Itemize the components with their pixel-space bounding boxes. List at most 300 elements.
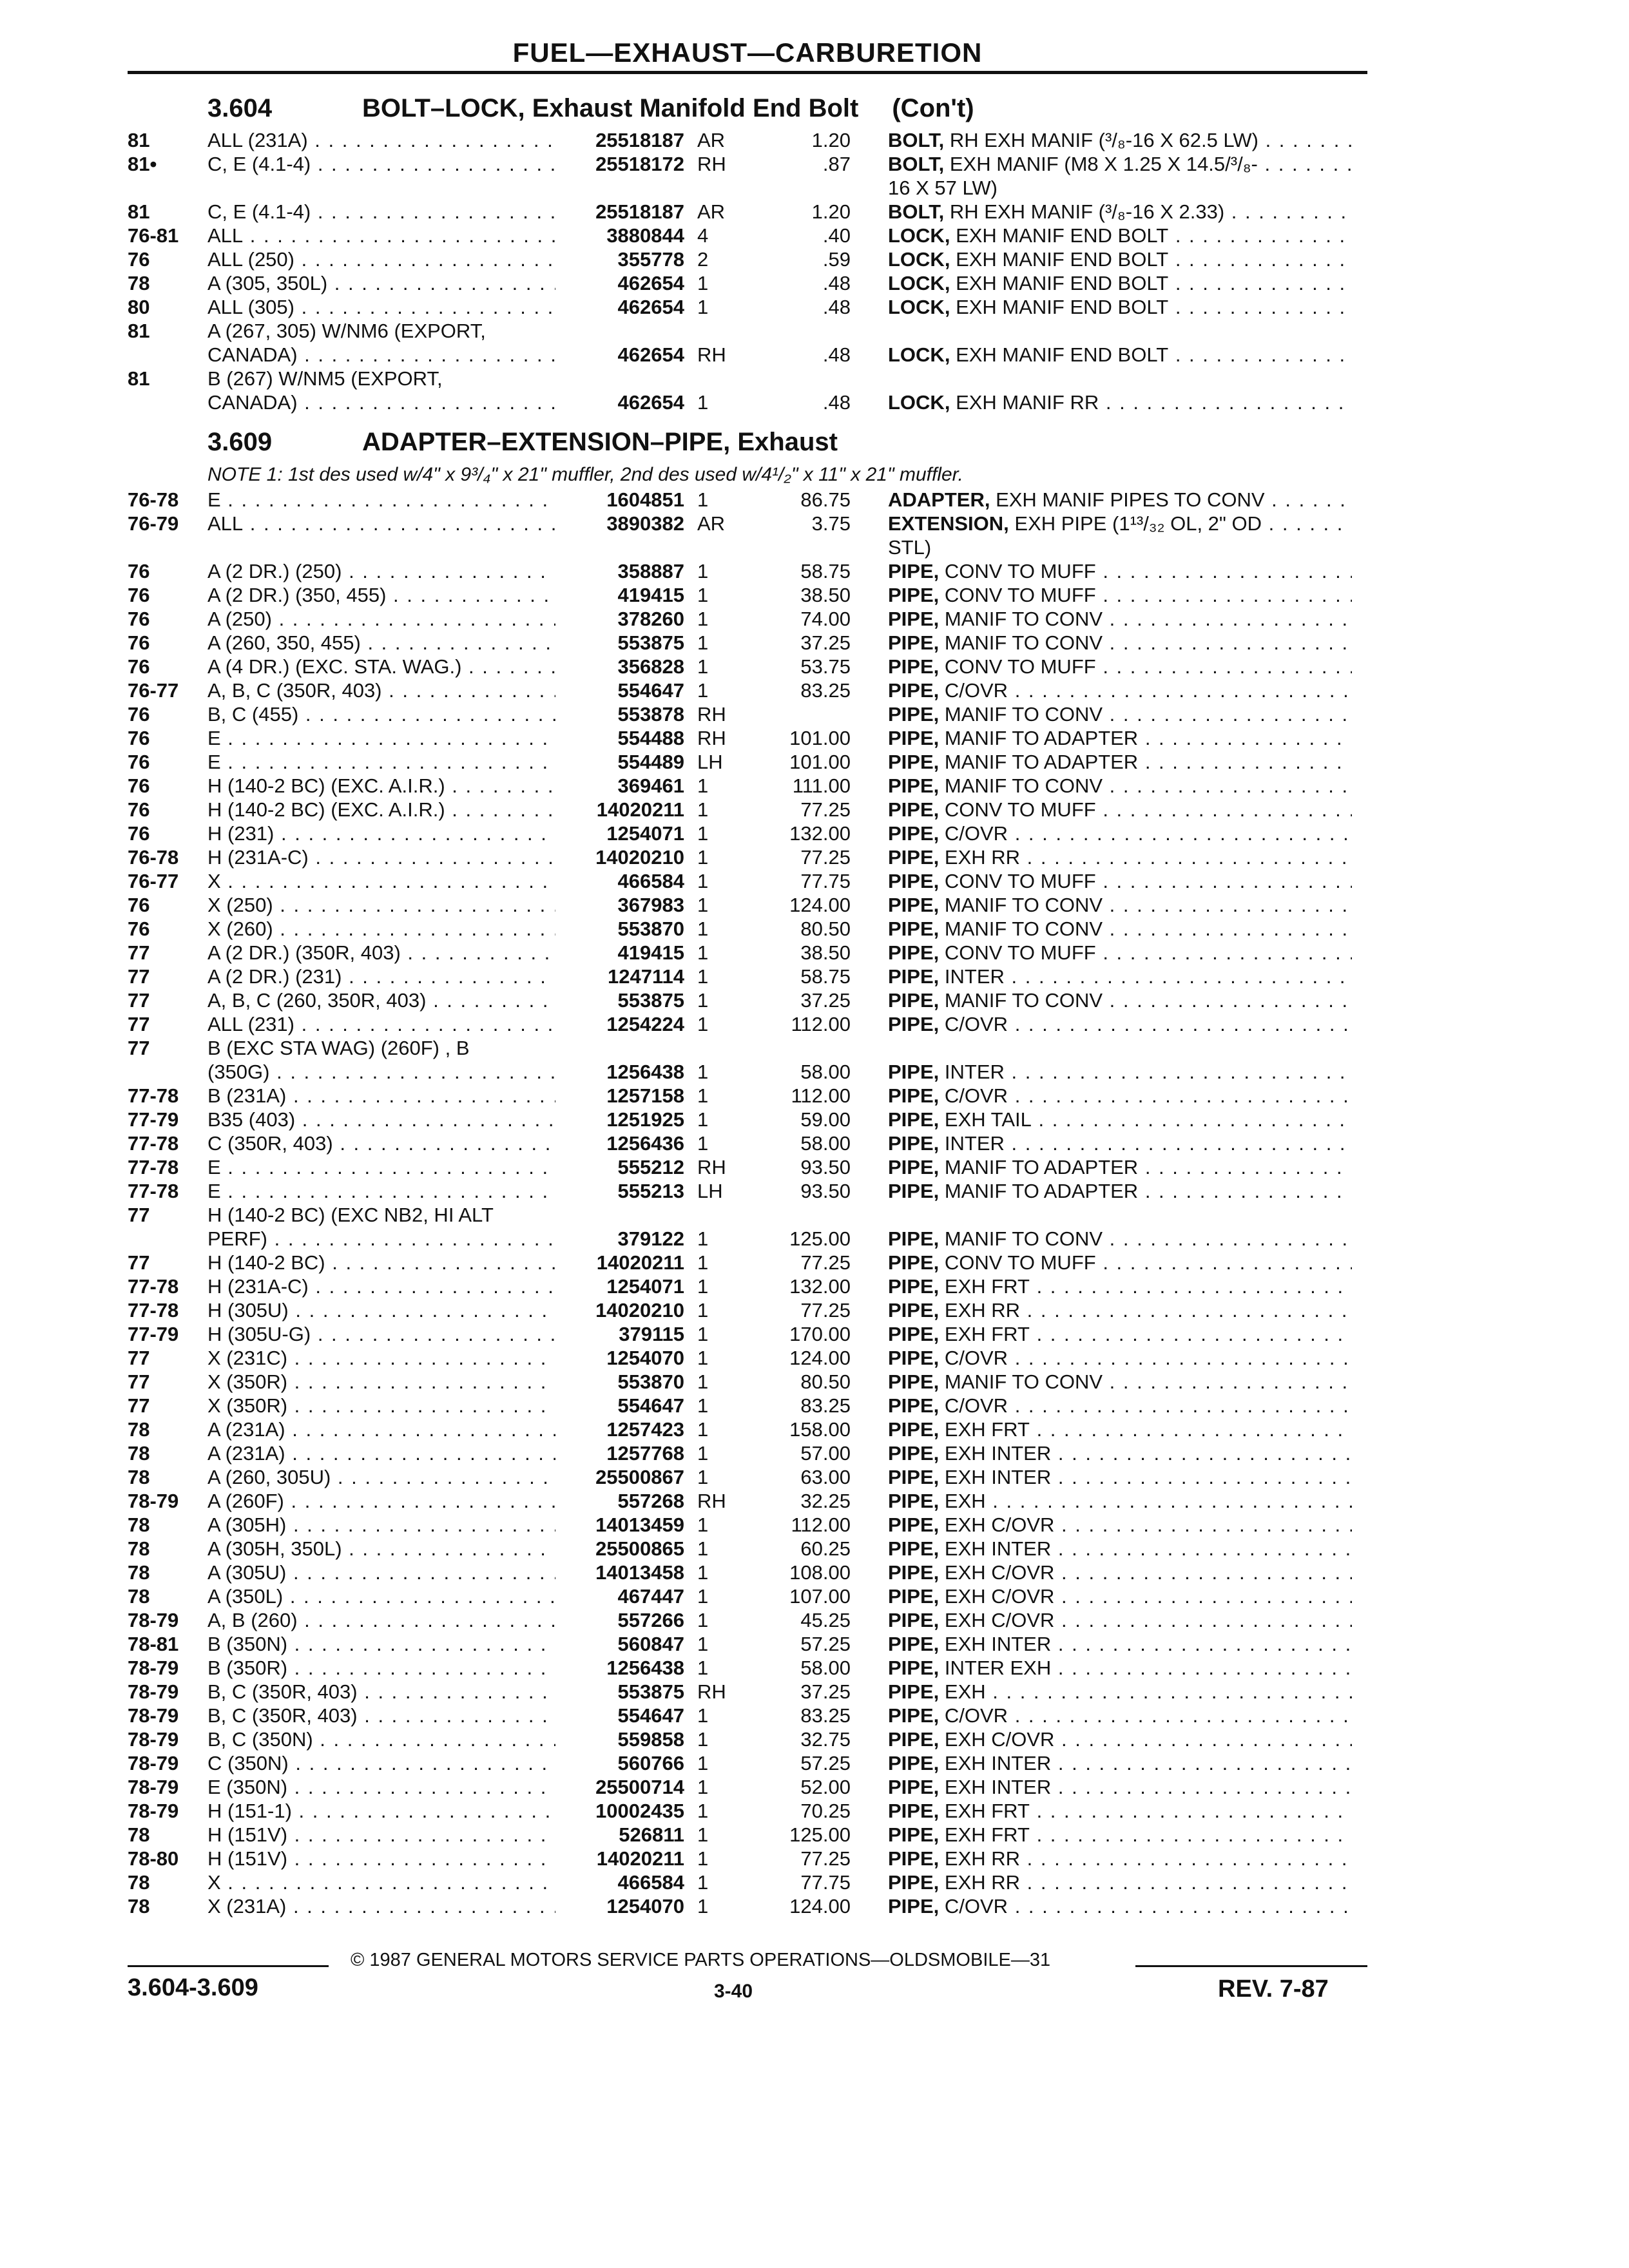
table-row [0,846,1629,869]
quantity: AR [697,512,726,535]
part-number: 25518187 [595,200,684,223]
application: A (350L) . . . [207,1585,555,1608]
application: ALL (305) . . . [207,296,555,319]
description-text: EXH FRT [944,1275,1030,1298]
model-year: 77-78 [128,1132,179,1155]
application: C, E (4.1-4) . . . [207,153,555,176]
price: 53.75 [800,655,851,678]
description [888,1823,1352,1847]
application: X (260) . . . [207,918,555,941]
quantity: 1 [697,1609,709,1631]
quantity: 1 [697,1633,709,1655]
part-number: 462654 [617,272,684,294]
description-text: EXH C/OVR [944,1561,1055,1584]
description-keyword: BOLT, [888,129,945,151]
part-number: 379122 [617,1227,684,1250]
part-number: 554647 [617,1704,684,1727]
description-text: EXH RR [944,1299,1021,1321]
description-keyword: PIPE, [888,1633,940,1655]
description [888,512,1352,535]
description-text: EXH INTER [944,1752,1052,1774]
application: E . . . [207,1180,555,1203]
part-number: 1257423 [606,1418,684,1441]
price: 60.25 [800,1537,851,1560]
description [888,1180,1352,1203]
table-row [0,1037,1629,1060]
part-number: 10002435 [595,1800,684,1822]
application: X (231A) . . . [207,1895,555,1918]
model-year: 81• [128,153,157,175]
application: B, C (350N) . . . [207,1728,555,1751]
description [888,584,1352,607]
description-text: C/OVR [944,1704,1008,1727]
application: H (231A-C) . . . [207,1275,555,1298]
price: .48 [822,391,851,414]
table-row [0,488,1629,512]
description-text: EXH MANIF END BOLT [956,272,1169,294]
quantity: 1 [697,1084,709,1107]
part-number: 1257158 [606,1084,684,1107]
price: 77.75 [800,1871,851,1894]
application: E . . . [207,751,555,774]
part-number: 1247114 [608,965,684,988]
part-number: 554647 [617,1394,684,1417]
table-row [0,1108,1629,1131]
application: H (151V) . . . [207,1847,555,1870]
description-text: INTER [944,1132,1005,1155]
description-text: EXH C/OVR [944,1514,1055,1536]
description-text: MANIF TO CONV [944,1227,1103,1250]
application: A, B, C (260, 350R, 403) . . . [207,989,555,1012]
part-number: 25500714 [595,1776,684,1798]
description [888,1871,1352,1894]
model-year: 77-78 [128,1084,179,1107]
part-number: 379115 [619,1323,684,1345]
table-row [0,1585,1629,1608]
table-row [0,751,1629,774]
model-year: 78-79 [128,1680,179,1703]
model-year: 76 [128,894,150,916]
table-row [0,918,1629,941]
price: 77.25 [800,1299,851,1321]
table-row [0,1394,1629,1418]
application: C (350R, 403) . . . [207,1132,555,1155]
model-year: 77 [128,989,150,1012]
description-keyword: PIPE, [888,1728,940,1751]
application: X . . . [207,870,555,893]
description-text: CONV TO MUFF [944,798,1096,821]
quantity: 1 [697,608,709,630]
price: 37.25 [800,631,851,654]
description [888,1323,1352,1346]
price: 70.25 [800,1800,851,1822]
description-text: EXH MANIF END BOLT [956,224,1169,247]
description-text: C/OVR [944,1084,1008,1107]
description-text: EXH INTER [944,1466,1052,1488]
quantity: 1 [697,1251,709,1274]
table-row [0,941,1629,965]
application: A (260, 305U) . . . [207,1466,555,1489]
description-text: CONV TO MUFF [944,655,1096,678]
price: 77.75 [800,870,851,892]
part-number: 25500867 [595,1466,684,1488]
description-text: EXH FRT [944,1823,1030,1846]
description-text: CONV TO MUFF [944,870,1096,892]
description-text: EXH MANIF PIPES TO CONV [996,488,1265,511]
model-year: 77 [128,1204,150,1226]
table-row [0,1609,1629,1632]
price: 132.00 [789,822,851,845]
part-number: 419415 [617,941,684,964]
price: 77.25 [800,1847,851,1870]
model-year: 76-79 [128,512,179,535]
quantity: RH [697,727,726,749]
description [888,1132,1352,1155]
model-year: 76 [128,703,150,726]
application: H (140-2 BC) . . . [207,1251,555,1274]
description-text: MANIF TO CONV [944,989,1103,1012]
description [888,129,1352,152]
description [888,965,1352,988]
description [888,1776,1352,1799]
part-number: 367983 [617,894,684,916]
table-row [0,1347,1629,1370]
quantity: 1 [697,1752,709,1774]
table-row [0,822,1629,845]
description-keyword: PIPE, [888,1084,940,1107]
description-keyword: PIPE, [888,798,940,821]
table-row [0,200,1629,224]
table-row [0,153,1629,176]
table-row [0,679,1629,702]
quantity: 1 [697,1561,709,1584]
description-keyword: PIPE, [888,989,940,1012]
application: E (350N) . . . [207,1776,555,1799]
application: A (305U) . . . [207,1561,555,1584]
description-keyword: PIPE, [888,1752,940,1774]
application: H (231A-C) . . . [207,846,555,869]
description-text: MANIF TO CONV [944,631,1103,654]
application: A (2 DR.) (350, 455) . . . [207,584,555,607]
price: 80.50 [800,918,851,940]
application: X (350R) . . . [207,1370,555,1394]
page-number: 3-40 [714,1981,753,2002]
price: .48 [822,343,851,366]
price: .40 [822,224,851,247]
description [888,1347,1352,1370]
table-row [0,1418,1629,1441]
table-row [0,1275,1629,1298]
description [888,1299,1352,1322]
quantity: 1 [697,1108,709,1131]
model-year: 77-78 [128,1299,179,1321]
quantity: 1 [697,870,709,892]
description-keyword: PIPE, [888,703,940,726]
description [888,1609,1352,1632]
model-year: 77 [128,965,150,988]
application: H (151-1) . . . [207,1800,555,1823]
description-text: EXH INTER [944,1776,1052,1798]
description-text: EXH RR [944,1871,1021,1894]
model-year: 77-79 [128,1108,179,1131]
table-row [0,560,1629,583]
section-continued: (Con't) [892,94,974,122]
price: 57.25 [800,1633,851,1655]
part-number: 555213 [617,1180,684,1202]
description-text: STL) [888,536,932,559]
quantity: 1 [697,1394,709,1417]
section-note: NOTE 1: 1st des used w/4" x 9³/₄" x 21" muffler, 2nd des used w/4¹/₂" x 11" x 21" muffler. [207,464,963,485]
application: B, C (455) . . . [207,703,555,726]
table-row [0,296,1629,319]
table-row [0,1156,1629,1179]
description-keyword: PIPE, [888,918,940,940]
description-text: EXH MANIF (M8 X 1.25 X 14.5/³/₈- [949,153,1258,175]
price: 132.00 [789,1275,851,1298]
table-row [0,1370,1629,1394]
model-year: 76-81 [128,224,179,247]
description-keyword: PIPE, [888,1847,940,1870]
quantity: 1 [697,1370,709,1393]
model-year: 76 [128,631,150,654]
section-title: ADAPTER–EXTENSION–PIPE, Exhaust [362,428,838,456]
description [888,870,1352,893]
description [888,248,1352,271]
application: C, E (4.1-4) . . . [207,200,555,224]
description [888,1275,1352,1298]
table-row [0,1061,1629,1084]
copyright-notice: © 1987 GENERAL MOTORS SERVICE PARTS OPERATIONS—OLDSMOBILE—31 [351,1950,1051,1970]
price: 63.00 [800,1466,851,1488]
description-text: MANIF TO CONV [944,918,1103,940]
part-number: 555212 [617,1156,684,1178]
price: 74.00 [800,608,851,630]
model-year: 76 [128,248,150,271]
application: B (350R) . . . [207,1657,555,1680]
quantity: 1 [697,1013,709,1035]
quantity: 1 [697,1299,709,1321]
description-keyword: BOLT, [888,153,945,175]
quantity: 1 [697,1275,709,1298]
description [888,488,1352,512]
quantity: 4 [697,224,709,247]
description-text: INTER [944,1061,1005,1083]
footer-section-range: 3.604-3.609 [128,1974,258,2001]
table-row [0,1633,1629,1656]
quantity: 1 [697,918,709,940]
description [888,1514,1352,1537]
description-text: EXH TAIL [944,1108,1032,1131]
description-text: C/OVR [944,1347,1008,1369]
description [888,1251,1352,1274]
model-year: 76 [128,584,150,606]
table-row [0,1442,1629,1465]
description [888,1394,1352,1418]
price: 58.00 [800,1061,851,1083]
table-row [0,1180,1629,1203]
quantity: 1 [697,1227,709,1250]
model-year: 78 [128,1466,150,1488]
description [888,822,1352,845]
table-row [0,608,1629,631]
table-row [0,1084,1629,1108]
price: 125.00 [789,1227,851,1250]
section-number: 3.609 [207,428,273,456]
model-year: 76-78 [128,846,179,869]
description-keyword: PIPE, [888,1657,940,1679]
price: 77.25 [800,1251,851,1274]
description-keyword: PIPE, [888,822,940,845]
section-heading-3609 [207,428,838,457]
description [888,536,1352,559]
quantity: 1 [697,1418,709,1441]
table-row [0,320,1629,343]
table-row [0,584,1629,607]
description [888,655,1352,678]
quantity: 1 [697,798,709,821]
description-keyword: PIPE, [888,870,940,892]
price: 58.00 [800,1657,851,1679]
table-row [0,1490,1629,1513]
table-row [0,1871,1629,1894]
description-keyword: PIPE, [888,1061,940,1083]
quantity: 1 [697,1847,709,1870]
part-number: 3890382 [606,512,684,535]
description-keyword: PIPE, [888,1251,940,1274]
description-text: 16 X 57 LW) [888,177,998,199]
application: A (305H, 350L) . . . [207,1537,555,1561]
application: H (305U-G) . . . [207,1323,555,1346]
application: H (140-2 BC) (EXC NB2, HI ALT [207,1204,494,1226]
description [888,224,1352,247]
application: ALL (231) . . . [207,1013,555,1036]
description-keyword: PIPE, [888,1800,940,1822]
price: 83.25 [800,679,851,702]
description-text: CONV TO MUFF [944,1251,1096,1274]
part-number: 25500865 [595,1537,684,1560]
table-row [0,1823,1629,1847]
description-text: EXH [944,1680,986,1703]
price: 38.50 [800,941,851,964]
model-year: 78 [128,1871,150,1894]
table-row [0,1561,1629,1584]
price: 93.50 [800,1156,851,1178]
revision-label: REV. 7-87 [1218,1975,1329,2003]
description-text: MANIF TO CONV [944,608,1103,630]
model-year: 81 [128,129,150,151]
price: 58.75 [800,560,851,582]
description [888,200,1352,224]
description-keyword: PIPE, [888,1323,940,1345]
description-text: CONV TO MUFF [944,584,1096,606]
description-keyword: PIPE, [888,894,940,916]
description [888,560,1352,583]
description-text: C/OVR [944,1895,1008,1917]
part-number: 1254071 [606,822,684,845]
model-year: 76 [128,798,150,821]
description [888,798,1352,822]
description-text: EXH FRT [944,1418,1030,1441]
description-text: C/OVR [944,1013,1008,1035]
application: A (250) . . . [207,608,555,631]
description-text: EXH INTER [944,1442,1052,1465]
application: CANADA) . . . [207,391,555,414]
table-row [0,536,1629,559]
model-year: 76 [128,774,150,797]
table-row [0,343,1629,367]
description-keyword: PIPE, [888,751,940,773]
price: 80.50 [800,1370,851,1393]
model-year: 77-79 [128,1323,179,1345]
part-number: 553875 [617,989,684,1012]
description [888,1108,1352,1131]
model-year: 78 [128,1418,150,1441]
application: H (305U) . . . [207,1299,555,1322]
part-number: 3880844 [606,224,684,247]
description-text: MANIF TO CONV [944,894,1103,916]
table-row [0,631,1629,655]
table-row [0,1847,1629,1870]
part-number: 462654 [617,296,684,318]
description [888,1847,1352,1870]
description [888,153,1352,176]
description [888,1466,1352,1489]
description-text: RH EXH MANIF (³/₈-16 X 2.33) [949,200,1225,223]
price: 101.00 [789,751,851,773]
description-text: EXH MANIF END BOLT [956,343,1169,366]
price: 124.00 [789,1895,851,1917]
description [888,1728,1352,1751]
model-year: 76 [128,655,150,678]
part-number: 1254070 [606,1347,684,1369]
description-keyword: PIPE, [888,560,940,582]
part-number: 14020210 [595,1299,684,1321]
part-number: 559858 [617,1728,684,1751]
model-year: 78 [128,1442,150,1465]
application: B (267) W/NM5 (EXPORT, [207,367,443,390]
part-number: 554647 [617,679,684,702]
quantity: 1 [697,1585,709,1608]
price: 32.75 [800,1728,851,1751]
price: 32.25 [800,1490,851,1512]
quantity: 1 [697,1537,709,1560]
application: H (140-2 BC) (EXC. A.I.R.) . . . [207,774,555,798]
header-rule [128,71,1367,74]
description-keyword: PIPE, [888,1680,940,1703]
quantity: RH [697,1490,726,1512]
section-heading-3604 [207,94,974,123]
part-number: 462654 [617,343,684,366]
model-year: 78-79 [128,1657,179,1679]
price: 1.20 [811,129,851,151]
price: 83.25 [800,1704,851,1727]
quantity: 1 [697,965,709,988]
application: PERF) . . . [207,1227,555,1251]
application: E . . . [207,727,555,750]
price: 45.25 [800,1609,851,1631]
part-number: 358887 [617,560,684,582]
application: CANADA) . . . [207,343,555,367]
part-number: 467447 [617,1585,684,1608]
application: X (250) . . . [207,894,555,917]
description-keyword: EXTENSION, [888,512,1009,535]
description [888,1061,1352,1084]
description-keyword: PIPE, [888,1418,940,1441]
quantity: 1 [697,1776,709,1798]
table-row [0,512,1629,535]
price: 57.25 [800,1752,851,1774]
part-number: 554488 [617,727,684,749]
